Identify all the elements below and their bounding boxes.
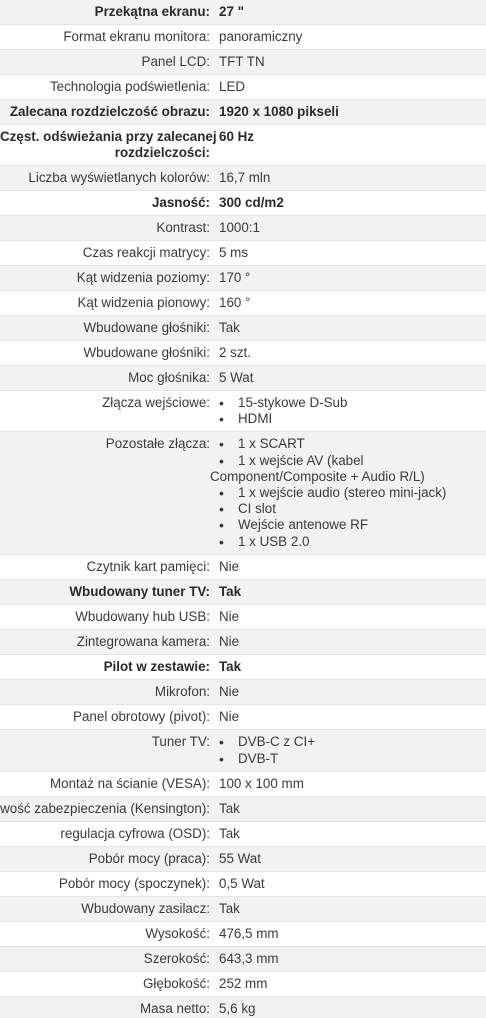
spec-value: 1000:1 <box>219 220 260 235</box>
list-item: Component/Composite + Audio R/L) <box>210 468 425 484</box>
spec-value: 27 " <box>219 4 244 19</box>
spec-label: Jasność: <box>151 195 210 210</box>
spec-row-tv-tuner <box>0 730 486 771</box>
spec-label: Wbudowany zasilacz: <box>81 900 210 916</box>
spec-label: Pobór mocy (praca): <box>88 850 210 866</box>
spec-value: 100 x 100 mm <box>219 775 304 791</box>
spec-row-contrast <box>0 216 486 241</box>
spec-label: Czytnik kart pamięci: <box>86 559 210 575</box>
spec-label: Masa netto: <box>140 1000 210 1016</box>
spec-value: 5 ms <box>219 245 249 260</box>
spec-value: Tak <box>219 800 240 816</box>
spec-row-brightness <box>0 191 486 216</box>
spec-row-lcd-panel <box>0 50 486 75</box>
spec-value: Tak <box>219 900 240 916</box>
spec-row-speakers-count <box>0 341 486 366</box>
spec-value-list <box>210 436 482 549</box>
spec-value: 160 ° <box>219 295 251 310</box>
spec-row-horizontal-angle <box>0 266 486 291</box>
spec-label: Wbudowane głośniki: <box>83 345 210 360</box>
spec-row-height <box>0 922 486 947</box>
spec-row-camera <box>0 630 486 655</box>
spec-value: 5 Wat <box>219 370 254 385</box>
spec-row-colors <box>0 166 486 191</box>
spec-value: 170 ° <box>219 270 251 285</box>
list-item: • CI slot <box>219 501 482 517</box>
spec-value: TFT TN <box>219 54 265 69</box>
spec-row-screen-diagonal <box>0 0 486 25</box>
list-item: • HDMI <box>219 411 482 427</box>
spec-value <box>210 432 486 553</box>
spec-label: Przekątna ekranu: <box>94 4 210 19</box>
spec-label: Tuner TV: <box>151 734 210 750</box>
spec-row-tv-tuner-builtin <box>0 580 486 605</box>
spec-value: Tak <box>219 825 240 841</box>
spec-value <box>210 730 486 770</box>
spec-row-speaker-power <box>0 366 486 391</box>
spec-value: Nie <box>219 559 240 575</box>
spec-label: Wbudowany hub USB: <box>75 609 210 625</box>
spec-value: Nie <box>219 684 240 700</box>
spec-value: 643,3 mm <box>219 950 279 966</box>
spec-row-pivot <box>0 705 486 730</box>
list-item: • 15-stykowe D-Sub <box>219 395 482 411</box>
spec-value-list <box>219 395 482 427</box>
spec-label: Moc głośnika: <box>128 370 210 385</box>
list-item: • 1 x wejście AV (kabel <box>219 453 482 469</box>
spec-row-vertical-angle <box>0 291 486 316</box>
spec-value: 252 mm <box>219 975 268 991</box>
spec-label: Wysokość: <box>145 925 210 941</box>
spec-value <box>210 391 486 431</box>
list-item: • 1 x wejście audio (stereo mini-jack) <box>219 485 482 501</box>
spec-value: 300 cd/m2 <box>219 195 284 210</box>
spec-label: Zintegrowana kamera: <box>76 634 210 650</box>
spec-label: Technologia podświetlenia: <box>49 79 210 94</box>
spec-label: Kąt widzenia pionowy: <box>77 295 210 310</box>
spec-row-power-standby <box>0 872 486 897</box>
spec-row-usb-hub <box>0 605 486 630</box>
spec-row-remote <box>0 655 486 680</box>
spec-value: 0,5 Wat <box>219 875 265 891</box>
spec-label: Zalecana rozdzielczość obrazu: <box>9 104 210 119</box>
spec-label: Liczba wyświetlanych kolorów: <box>28 170 210 185</box>
spec-value: Nie <box>219 634 240 650</box>
list-item: • 1 x SCART <box>219 436 482 452</box>
spec-label: Kontrast: <box>156 220 210 235</box>
spec-label: Czas reakcji matrycy: <box>82 245 210 260</box>
spec-value: 5,6 kg <box>219 1000 256 1016</box>
spec-label: Pilot w zestawie: <box>103 659 210 675</box>
spec-row-depth <box>0 972 486 997</box>
list-item: • 1 x USB 2.0 <box>219 534 482 550</box>
spec-row-microphone <box>0 680 486 705</box>
spec-value: Nie <box>219 709 240 725</box>
spec-label: Szerokość: <box>143 950 210 966</box>
spec-label: Pozostałe złącza: <box>105 436 210 452</box>
spec-row-other-connectors <box>0 432 486 555</box>
spec-label: Montaż na ścianie (VESA): <box>49 775 210 791</box>
spec-label: Panel obrotowy (pivot): <box>73 709 210 725</box>
spec-label: Wbudowane głośniki: <box>83 320 210 335</box>
spec-row-osd <box>0 822 486 847</box>
spec-label: Mikrofon: <box>154 684 210 700</box>
spec-row-vesa <box>0 772 486 797</box>
spec-row-kensington <box>0 797 486 822</box>
spec-label: Pobór mocy (spoczynek): <box>58 875 210 891</box>
spec-label: Złącza wejściowe: <box>102 395 210 410</box>
spec-label: Format ekranu monitora: <box>63 29 210 44</box>
spec-value: LED <box>219 79 246 94</box>
spec-label: Głębokość: <box>143 975 210 991</box>
spec-row-net-weight <box>0 997 486 1018</box>
spec-label: wość zabezpieczenia (Kensington): <box>0 800 210 816</box>
spec-value: 60 Hz <box>219 129 254 144</box>
spec-label: Wbudowany tuner TV: <box>69 584 210 600</box>
spec-row-power-supply <box>0 897 486 922</box>
spec-label: Kąt widzenia poziomy: <box>76 270 210 285</box>
list-item: • DVB-C z CI+ <box>219 734 482 750</box>
spec-row-screen-format <box>0 25 486 50</box>
spec-label: regulacja cyfrowa (OSD): <box>60 825 210 841</box>
spec-value: 55 Wat <box>219 850 261 866</box>
spec-row-card-reader <box>0 555 486 580</box>
spec-row-recommended-resolution <box>0 100 486 125</box>
list-item: • Wejście antenowe RF <box>219 517 482 533</box>
spec-row-speakers <box>0 316 486 341</box>
spec-value: Tak <box>219 659 242 675</box>
spec-row-width <box>0 947 486 972</box>
spec-value: Tak <box>219 320 240 335</box>
spec-label: Panel LCD: <box>141 54 210 69</box>
spec-value: 1920 x 1080 pikseli <box>219 104 339 119</box>
spec-value: 2 szt. <box>219 345 251 360</box>
spec-value: panoramiczny <box>219 29 303 44</box>
spec-value-list <box>219 734 482 766</box>
spec-row-response-time <box>0 241 486 266</box>
spec-value: 16,7 mln <box>219 170 271 185</box>
spec-row-backlight <box>0 75 486 100</box>
spec-value: 476,5 mm <box>219 925 279 941</box>
spec-value: Tak <box>219 584 242 600</box>
spec-row-power-on <box>0 847 486 872</box>
spec-row-refresh-rate <box>0 125 486 166</box>
list-item: • DVB-T <box>219 751 482 767</box>
spec-value: Nie <box>219 609 240 625</box>
spec-row-input-connectors <box>0 391 486 432</box>
spec-label: Częst. odświeżania przy zalecanej rozdzielczości: <box>0 129 217 160</box>
